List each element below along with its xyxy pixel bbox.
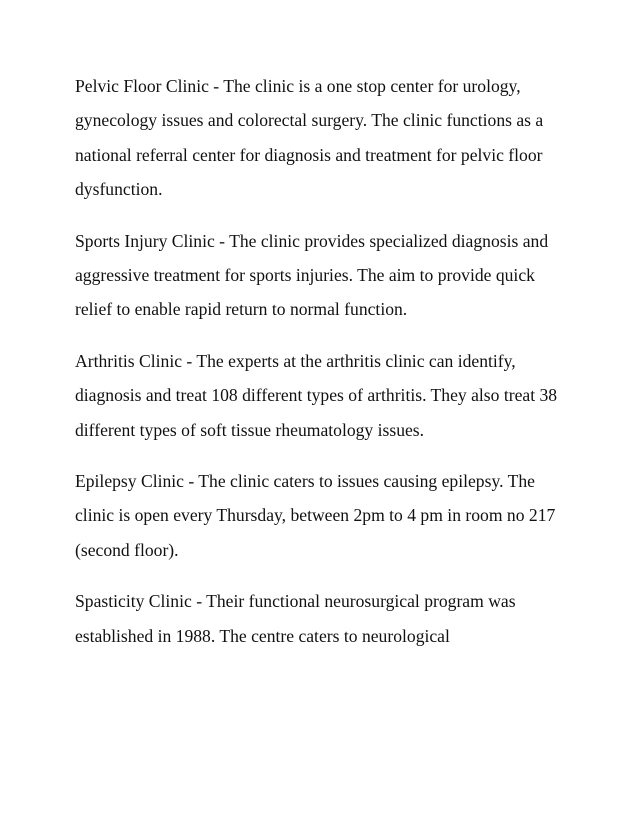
paragraph-pelvic-floor-clinic: Pelvic Floor Clinic - The clinic is a one stop center for urology, gynecology issues and colorectal surgery. The clinic functions as a national referral center for diagnosis and treatment for pelvic floor dysfunction. <box>75 76 544 200</box>
paragraph-sports-injury-clinic: Sports Injury Clinic - The clinic provides specialized diagnosis and aggressive treatment for sports injuries. The aim to provide quick relief to enable rapid return to normal function. <box>75 230 549 320</box>
paragraph-spasticity-clinic: Spasticity Clinic - Their functional neurosurgical program was established in 1988. The centre caters to neurological <box>75 591 516 646</box>
paragraph-epilepsy-clinic: Epilepsy Clinic - The clinic caters to issues causing epilepsy. The clinic is open every Thursday, between 2pm to 4 pm in room no 217 (second floor). <box>75 471 556 560</box>
document-body <box>75 69 575 670</box>
paragraph-arthritis-clinic: Arthritis Clinic - The experts at the arthritis clinic can identify, diagnosis and treat 108 different types of arthritis. They also treat 38 different types of soft tissue rheumatology issues. <box>75 350 558 440</box>
